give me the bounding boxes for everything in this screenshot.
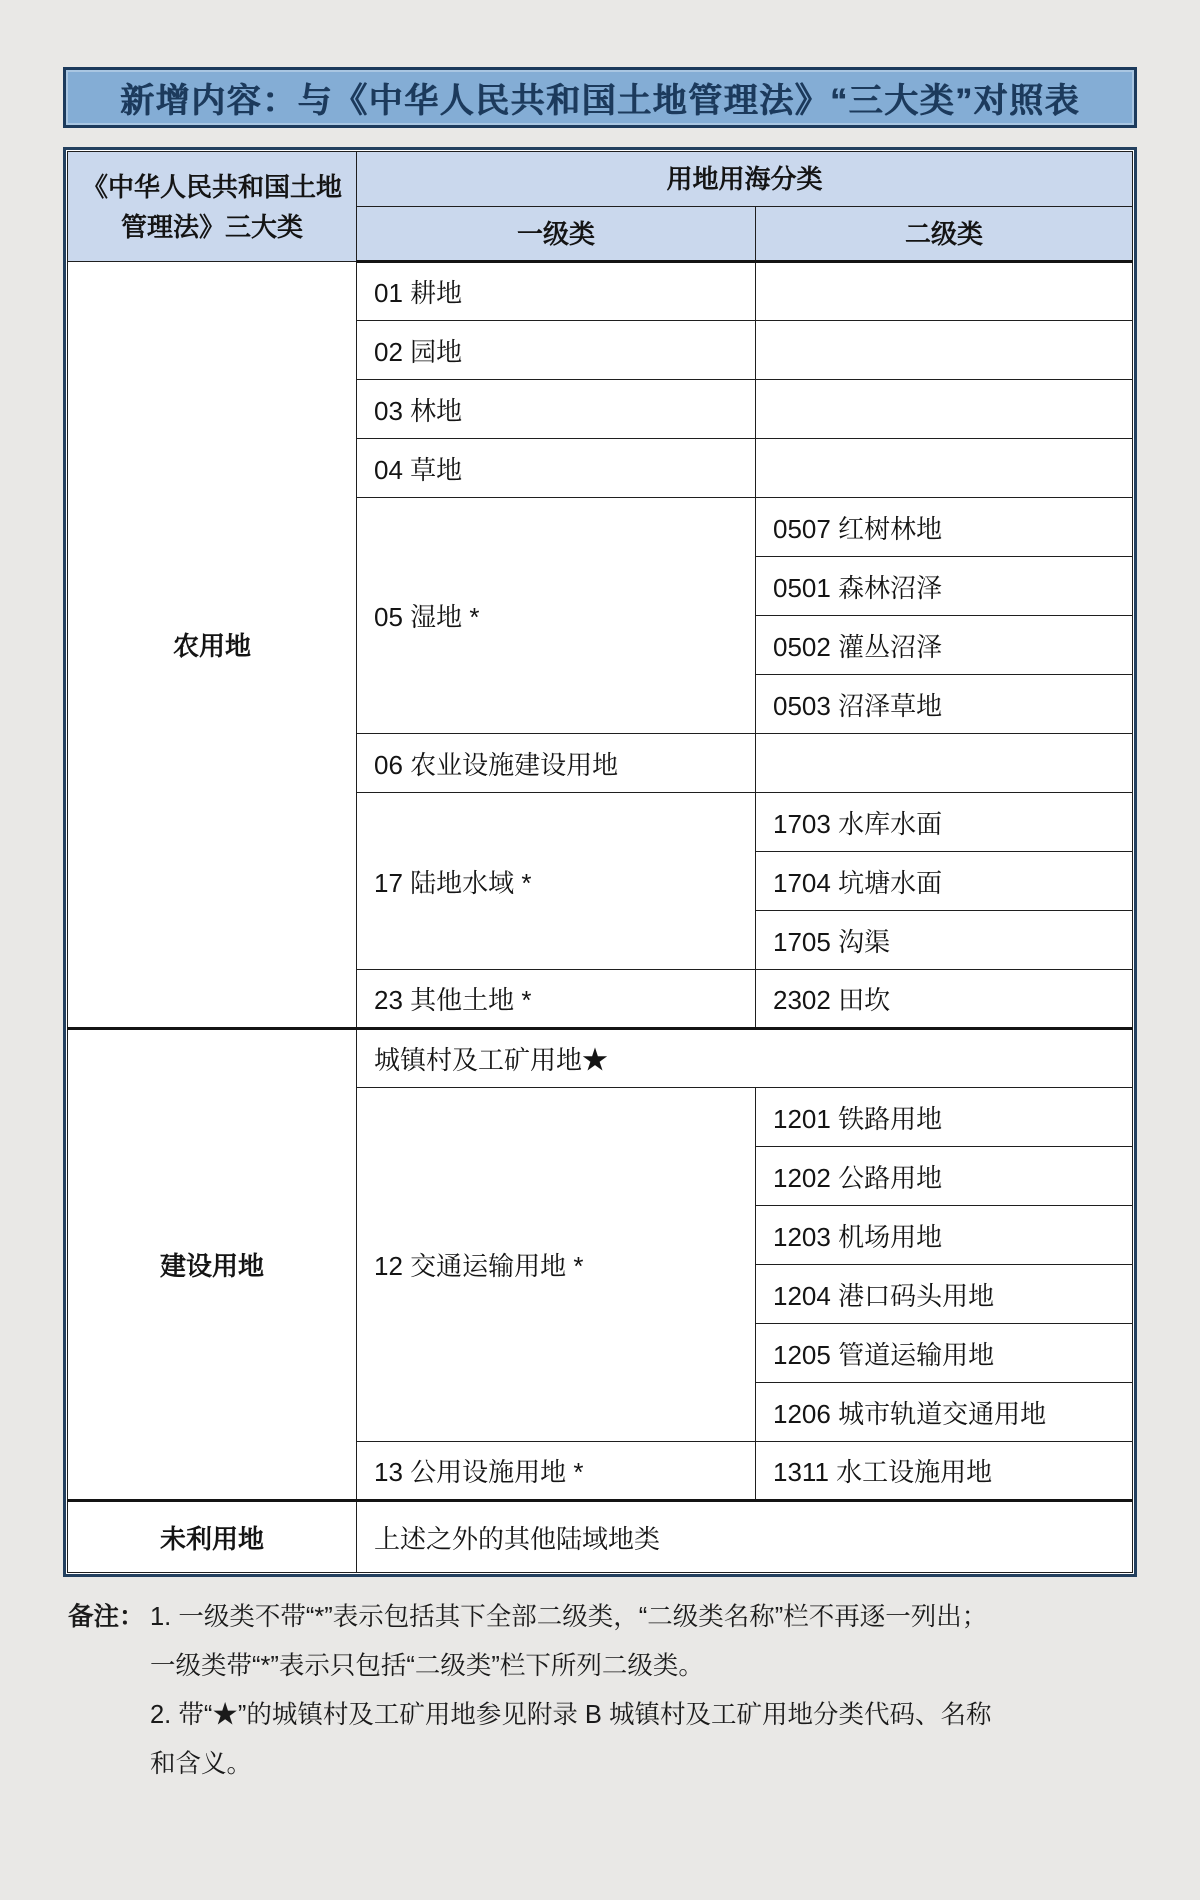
comparison-table-wrapper bbox=[63, 147, 1137, 1577]
level1-merged-cell: 城镇村及工矿用地★ bbox=[357, 1029, 1133, 1088]
level1-cell: 03 林地 bbox=[357, 380, 756, 439]
level2-cell: 0503 沼泽草地 bbox=[756, 675, 1133, 734]
header-cell-group: 用地用海分类 bbox=[357, 152, 1133, 207]
level2-cell: 2302 田坎 bbox=[756, 970, 1133, 1029]
level2-cell bbox=[756, 380, 1133, 439]
header-line: 管理法》三大类 bbox=[120, 211, 303, 242]
level2-cell: 1311 水工设施用地 bbox=[756, 1442, 1133, 1501]
level2-cell: 1704 坑塘水面 bbox=[756, 852, 1133, 911]
note-line: 和含义。 bbox=[150, 1750, 253, 1778]
level2-cell: 1201 铁路用地 bbox=[756, 1088, 1133, 1147]
level2-cell: 1206 城市轨道交通用地 bbox=[756, 1383, 1133, 1442]
level2-cell bbox=[756, 321, 1133, 380]
table-row bbox=[68, 1501, 1133, 1573]
title-banner bbox=[63, 67, 1137, 128]
note-line: 2. 带“★”的城镇村及工矿用地参见附录 B 城镇村及工矿用地分类代码、名称 bbox=[150, 1701, 992, 1729]
level1-cell: 17 陆地水域 * bbox=[357, 793, 756, 970]
level2-cell: 0501 森林沼泽 bbox=[756, 557, 1133, 616]
header-cell-level2: 二级类 bbox=[756, 207, 1133, 262]
level1-cell: 23 其他土地 * bbox=[357, 970, 756, 1029]
level2-cell: 1703 水库水面 bbox=[756, 793, 1133, 852]
level1-cell: 02 园地 bbox=[357, 321, 756, 380]
level2-cell: 1204 港口码头用地 bbox=[756, 1265, 1133, 1324]
level2-cell: 0507 红树林地 bbox=[756, 498, 1133, 557]
note-line: 一级类带“*”表示只包括“二级类”栏下所列二级类。 bbox=[150, 1652, 704, 1680]
level2-cell bbox=[756, 439, 1133, 498]
header-line: 《中华人民共和国土地 bbox=[81, 171, 342, 202]
level2-cell: 0502 灌丛沼泽 bbox=[756, 616, 1133, 675]
category-cell-unused: 未利用地 bbox=[68, 1501, 357, 1573]
category-cell-agricultural: 农用地 bbox=[68, 262, 357, 1029]
table-header-row-1 bbox=[68, 152, 1133, 207]
notes-label: 备注： bbox=[68, 1603, 145, 1631]
level1-cell: 04 草地 bbox=[357, 439, 756, 498]
table-row bbox=[68, 262, 1133, 321]
level2-cell: 1202 公路用地 bbox=[756, 1147, 1133, 1206]
notes bbox=[68, 1593, 1140, 1789]
level1-cell: 06 农业设施建设用地 bbox=[357, 734, 756, 793]
table-row bbox=[68, 1029, 1133, 1088]
level1-cell: 13 公用设施用地 * bbox=[357, 1442, 756, 1501]
level1-merged-cell: 上述之外的其他陆域地类 bbox=[357, 1501, 1133, 1573]
level1-cell: 01 耕地 bbox=[357, 262, 756, 321]
note-line: 1. 一级类不带“*”表示包括其下全部二级类，“二级类名称”栏不再逐一列出； bbox=[150, 1603, 988, 1631]
header-cell-level1: 一级类 bbox=[357, 207, 756, 262]
category-cell-construction: 建设用地 bbox=[68, 1029, 357, 1501]
level2-cell bbox=[756, 734, 1133, 793]
level1-cell: 05 湿地 * bbox=[357, 498, 756, 734]
level1-cell: 12 交通运输用地 * bbox=[357, 1088, 756, 1442]
header-cell-three-categories bbox=[68, 152, 357, 262]
level2-cell: 1205 管道运输用地 bbox=[756, 1324, 1133, 1383]
page-title: 新增内容：与《中华人民共和国土地管理法》“三大类”对照表 bbox=[120, 82, 1080, 120]
level2-cell bbox=[756, 262, 1133, 321]
notes-body bbox=[150, 1593, 1140, 1789]
level2-cell: 1705 沟渠 bbox=[756, 911, 1133, 970]
level2-cell: 1203 机场用地 bbox=[756, 1206, 1133, 1265]
comparison-table bbox=[67, 151, 1133, 1573]
